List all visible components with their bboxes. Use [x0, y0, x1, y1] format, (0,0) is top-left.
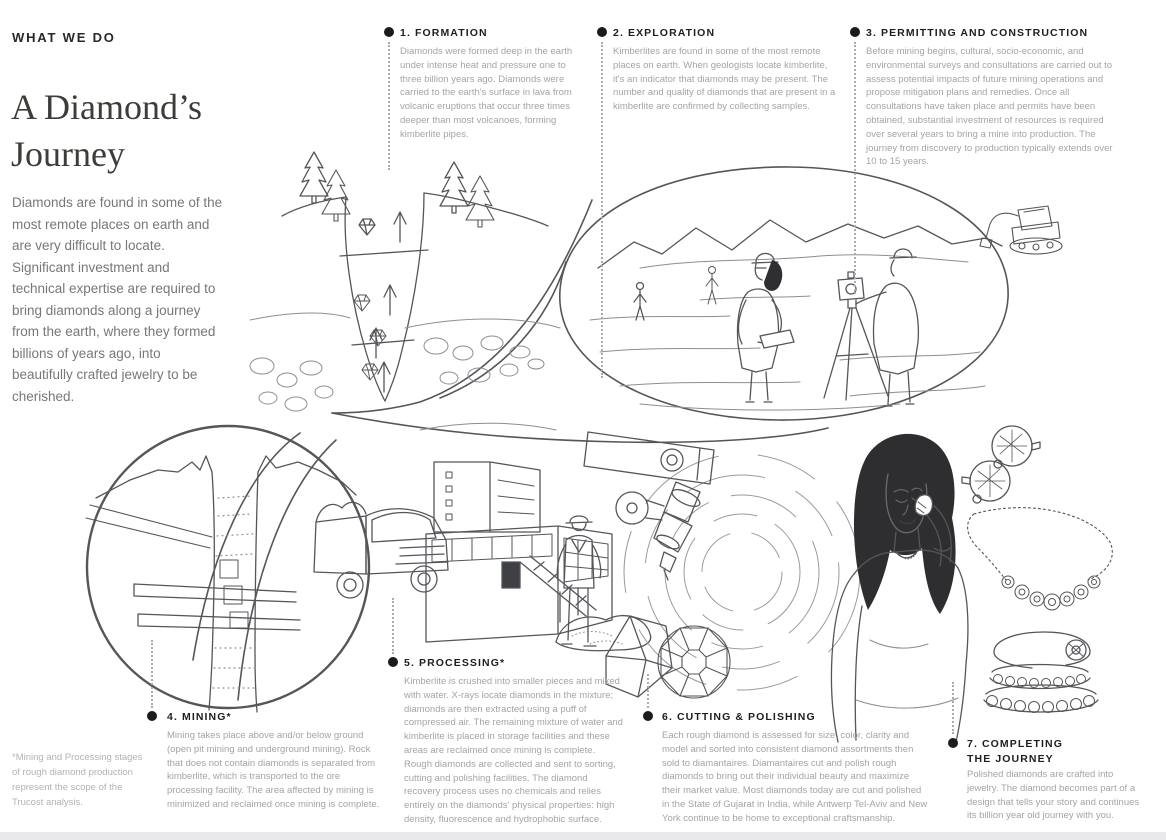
trucost-footnote: *Mining and Processing stages of rough diamond production represent the scope of the Trucost analysis.	[12, 752, 143, 808]
step-text: Kimberlite is crushed into smaller pieces and mixed with water. X-rays locate diamonds in the mixture; diamonds are then extracted using a puff of compressed air. The remaining mixture of water and kimberlite is placed in storage facilities and these areas are reclaimed once mining is complete. Rough diamonds are collected and sent to sorting, cutting and polishing facilities. The diamond recovery process uses no chemicals and relies entirely on the diamonds' physical properties: high density, fluorescence and hydrophobic surface.	[404, 676, 623, 825]
intro-paragraph: Diamonds are found in some of the most remote places on earth and are very difficult to locate. Significant investment and technical expertise are required to bring diamonds along a journey from the earth, where they formed billions of years ago, into beautifully crafted jewelry to be cherished.	[12, 195, 223, 404]
dotted-leader-line	[388, 42, 390, 170]
cut-diamond-sketch	[658, 626, 730, 698]
step-bullet	[147, 711, 157, 721]
step-bullet	[850, 27, 860, 37]
processing-plant-sketch	[426, 462, 651, 651]
step-label: 1. FORMATION	[400, 27, 488, 39]
necklace-illustration	[968, 508, 1113, 610]
ore-truck-sketch	[314, 502, 448, 598]
step-bullet	[597, 27, 607, 37]
exploration-illustration	[590, 206, 1062, 410]
mining-illustration	[86, 426, 369, 712]
earrings-illustration	[962, 426, 1040, 503]
dotted-leader-line	[392, 598, 394, 654]
step-label: 3. PERMITTING AND CONSTRUCTION	[866, 27, 1089, 39]
dotted-leader-line	[647, 674, 649, 708]
step-text: Each rough diamond is assessed for size, color, clarity and model and sorted into consistent diamond assortments then sold to diamantaires. Diamantaires cut and polish rough diamonds to bring out their individual beauty and maximize their market value. Most diamonds today are cut and polished in the State of Gujarat in India, while Antwerp Tel-Aviv and New York continue to be home to exceptional craftsmanship.	[662, 730, 928, 824]
formation-illustration	[250, 152, 560, 430]
dotted-leader-line	[854, 42, 856, 294]
section-eyebrow: WHAT WE DO	[12, 30, 116, 45]
excavator-sketch	[980, 206, 1062, 254]
step-label: 5. PROCESSING*	[404, 657, 506, 669]
step-bullet	[948, 738, 958, 748]
woman-illustration	[831, 434, 967, 742]
dotted-leader-line	[151, 640, 153, 708]
step-text: Before mining begins, cultural, socio-economic, and environmental surveys and consultations are carried out to assess potential impacts of future mining operations and propose mitigation plans and remedies. Once all consultations have taken place and permits have been obtained, substantial investment of resources is required over several years to bring a mine into production. The journey from discovery to production typically extends over 10 to 15 years.	[866, 46, 1113, 168]
geologist-figure	[737, 253, 794, 402]
surveyor-figure	[856, 249, 918, 406]
step-text: Mining takes place above and/or below ground (open pit mining and underground mining). Rock that does not contain diamonds is separated from kimberlite, which is transported to the ore processing facility. The area affected by mining is minimized and reclaimed once mining is complete.	[167, 730, 380, 810]
step-bullet	[388, 657, 398, 667]
step-text: Kimberlites are found in some of the most remote places on earth. When geologists locate kimberlite, it's an indicator that diamonds may be present. The number and quality of diamonds that are present in a kimberlite are confirmed by collecting samples.	[613, 46, 836, 113]
step-bullet	[384, 27, 394, 37]
bottom-divider-bar	[0, 832, 1166, 840]
worker-figure	[557, 516, 600, 646]
theodolite-tripod	[824, 272, 888, 400]
rings-illustration	[984, 632, 1098, 713]
dotted-leader-line	[952, 682, 954, 734]
step-text: Polished diamonds are crafted into jewelry. The diamond becomes part of a design that tells your story and continues its billion year old journey with you.	[967, 769, 1140, 822]
dotted-leader-line	[601, 42, 603, 378]
step-text: Diamonds were formed deep in the earth under intense heat and pressure one to three billion years ago. Diamonds were carried to the earth's surface in lava from volcanic eruptions that occur three times deeper than most volcanoes, forming kimberlite pipes.	[400, 46, 573, 140]
step-label: 2. EXPLORATION	[613, 27, 716, 39]
processing-illustration	[314, 462, 651, 651]
step-label: 7. COMPLETING THE JOURNEY	[967, 738, 1063, 765]
cutting-illustration	[584, 432, 860, 698]
page-title: A Diamond’s Journey	[11, 87, 203, 174]
step-label: 4. MINING*	[167, 711, 232, 723]
step-label: 6. CUTTING & POLISHING	[662, 711, 816, 723]
step-bullet	[643, 711, 653, 721]
